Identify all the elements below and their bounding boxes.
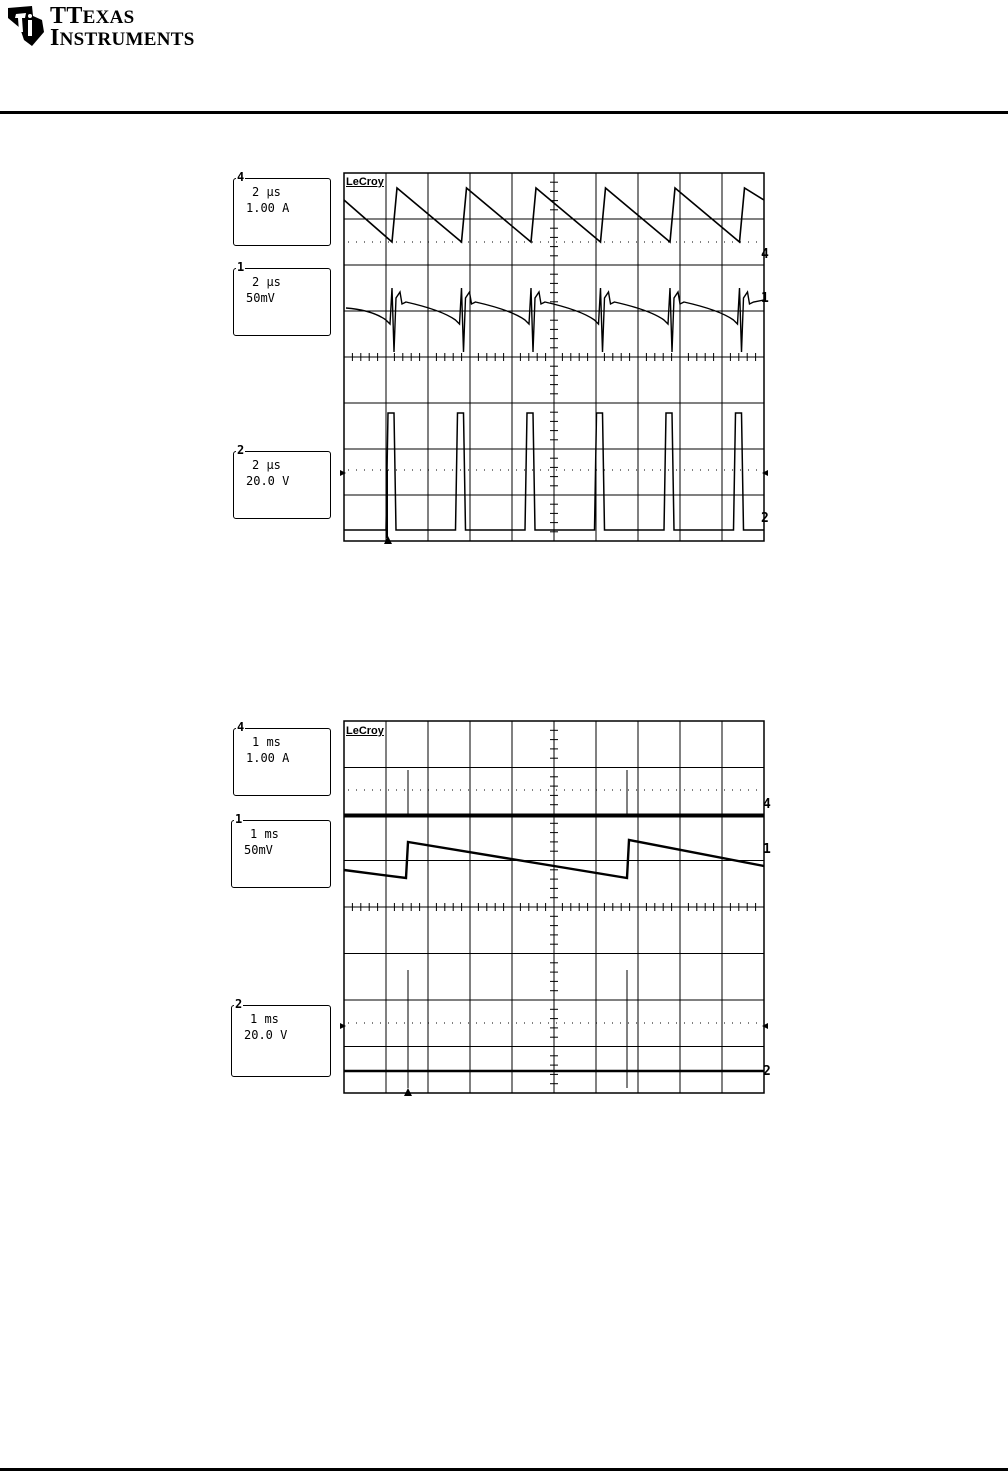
footer-rule bbox=[0, 1468, 1008, 1471]
channel-4-scale: 1.00 A bbox=[246, 201, 290, 215]
channel-1-timebase: 1 ms bbox=[250, 827, 279, 841]
channel-2-scale: 20.0 V bbox=[246, 474, 290, 488]
channel-1-scale: 50mV bbox=[244, 843, 273, 857]
channel-2-scale: 20.0 V bbox=[244, 1028, 288, 1042]
channel-1-info-box bbox=[233, 268, 331, 336]
channel-1-info-box bbox=[231, 820, 331, 888]
channel-1-timebase: 2 µs bbox=[252, 275, 281, 289]
company-line2: INSTRUMENTS bbox=[50, 25, 195, 51]
channel-1-tag: 1 bbox=[237, 260, 245, 274]
channel-2-info-box bbox=[233, 451, 331, 519]
trace-marker-1: 1 bbox=[763, 842, 771, 857]
header-rule bbox=[0, 111, 1008, 114]
channel-4-scale: 1.00 A bbox=[246, 751, 290, 765]
company-line1: TTEXAS bbox=[50, 3, 135, 29]
scope-1-brand: LeCroy bbox=[346, 176, 384, 188]
scope-2-brand: LeCroy bbox=[346, 725, 384, 737]
ti-logo bbox=[0, 0, 200, 56]
trace-marker-1: 1 bbox=[761, 291, 769, 306]
channel-2-tag: 2 bbox=[235, 997, 243, 1011]
scope-2-graticule bbox=[340, 718, 780, 1098]
trace-marker-4: 4 bbox=[761, 247, 769, 262]
ti-state-logo-icon bbox=[2, 2, 50, 50]
channel-4-tag: 4 bbox=[237, 170, 245, 184]
channel-4-timebase: 2 µs bbox=[252, 185, 281, 199]
channel-2-timebase: 2 µs bbox=[252, 458, 281, 472]
channel-2-info-box bbox=[231, 1005, 331, 1077]
trace-marker-2: 2 bbox=[763, 1064, 771, 1079]
channel-1-tag: 1 bbox=[235, 812, 243, 826]
channel-2-tag: 2 bbox=[237, 443, 245, 457]
channel-2-timebase: 1 ms bbox=[250, 1012, 279, 1026]
trace-marker-4: 4 bbox=[763, 797, 771, 812]
scope-1-graticule bbox=[340, 170, 780, 550]
channel-1-scale: 50mV bbox=[246, 291, 275, 305]
channel-4-info-box bbox=[233, 728, 331, 796]
trace-marker-2: 2 bbox=[761, 511, 769, 526]
channel-4-tag: 4 bbox=[237, 720, 245, 734]
channel-4-timebase: 1 ms bbox=[252, 735, 281, 749]
channel-4-info-box bbox=[233, 178, 331, 246]
